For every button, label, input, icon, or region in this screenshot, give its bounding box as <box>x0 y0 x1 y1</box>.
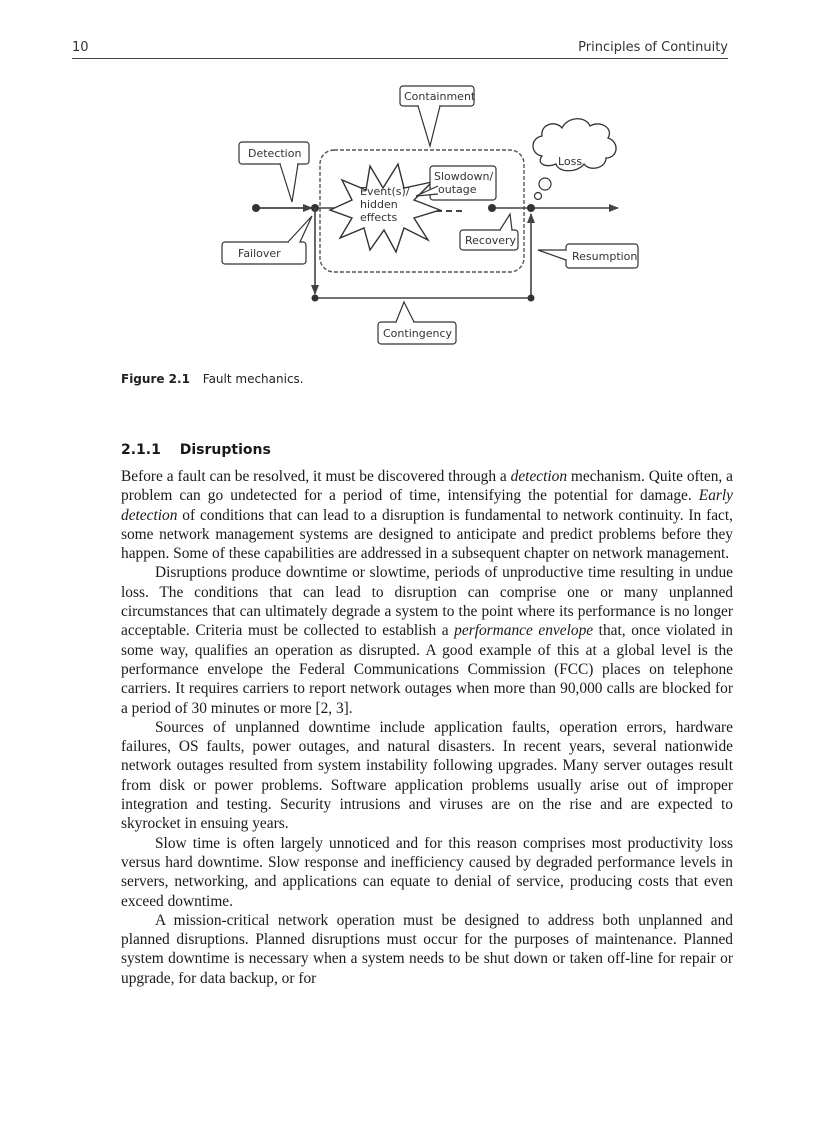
failover-callout-pointer <box>288 216 312 242</box>
contingency-right-node <box>528 295 535 302</box>
fault-mechanics-figure <box>200 84 650 354</box>
event-label-line3: effects <box>360 211 398 224</box>
page-number: 10 <box>72 40 89 55</box>
body-paragraph <box>121 718 733 834</box>
text-run: of conditions that can lead to a disruption is fundamental to network continuity. In fact, some network management systems are designed to anticipate and predict problems before they happen. Some of these capabilities are addressed in a subsequent chapter on network management. <box>121 506 733 563</box>
resumption-node <box>527 204 535 212</box>
resumption-callout-pointer <box>538 250 566 260</box>
figure-caption-text: Fault mechanics. <box>202 372 304 386</box>
running-head <box>72 40 728 59</box>
resumption-label: Resumption <box>572 250 638 263</box>
section-title: Disruptions <box>179 442 271 458</box>
body-paragraph <box>121 834 733 911</box>
body-text <box>121 467 733 988</box>
loss-label: Loss <box>558 155 583 168</box>
loss-cloud-bubble-large <box>539 178 551 190</box>
event-label-line2: hidden <box>360 198 398 211</box>
detection-callout-pointer <box>280 164 298 202</box>
section-number: 2.1.1 <box>121 442 161 458</box>
running-title: Principles of Continuity <box>578 40 728 55</box>
contingency-callout-pointer <box>396 302 414 322</box>
text-run: mechanism. Quite often, a problem can go undetected for a period of time, intensifying the potential for damage. <box>121 468 733 505</box>
recovery-node <box>488 204 496 212</box>
figure-caption-label: Figure 2.1 <box>121 372 190 386</box>
loss-cloud-bubble-small <box>535 193 542 200</box>
contingency-left-node <box>312 295 319 302</box>
text-run: Before a fault can be resolved, it must be discovered through a <box>121 468 511 485</box>
body-paragraph <box>121 467 733 563</box>
text-run: Slow time is often largely unnoticed and for this reason comprises most productivity loss versus hard downtime. Slow response and inefficiency caused by degraded performance levels in servers, networking, and applications can equate to denial of service, producing costs that even exceed downtime. <box>121 834 733 910</box>
emphasized-term: Early detection <box>121 487 733 524</box>
text-run: A mission-critical network operation must be designed to address both unplanned and planned disruptions. Planned disruptions must occur for the purposes of maintenance. Planned system downtime is necessary when a system needs to be shut down or taken off-line for repair or upgrade, for data backup, or for <box>121 911 733 987</box>
section-heading <box>121 442 271 458</box>
emphasized-term: performance envelope <box>454 622 594 640</box>
timeline-start-node <box>252 204 260 212</box>
body-paragraph <box>121 563 733 717</box>
emphasized-term: detection <box>510 468 568 485</box>
figure-caption <box>121 372 304 386</box>
slowdown-label-line1: Slowdown/ <box>434 170 494 183</box>
recovery-label: Recovery <box>465 234 517 247</box>
containment-label: Containment <box>404 90 476 103</box>
text-run: that, once violated in some way, qualifies an operation as disrupted. A good example of this at a global level is the performance envelope the Federal Communications Commission (FCC) places on telephone carriers. It requires carriers to report network outages when more than 90,000 calls are blocked for a period of 30 minutes or more [2, 3]. <box>121 622 733 717</box>
contingency-label: Contingency <box>383 327 453 340</box>
body-paragraph <box>121 911 733 988</box>
text-run: Disruptions produce downtime or slowtime, periods of unproductive time resulting in undue loss. The conditions that can lead to disruption can comprise one or many unplanned circumstances that can ultimately degrade a system to the point where its performance is no longer acceptable. Criteria must be collected to establish a <box>121 564 733 640</box>
detection-label: Detection <box>248 147 302 160</box>
containment-callout-pointer <box>418 106 440 146</box>
event-label-line1: Event(s)/ <box>360 185 410 198</box>
text-run: Sources of unplanned downtime include application faults, operation errors, hardware failures, OS faults, power outages, and natural disasters. In recent years, several nationwide network outages resulted from system instability following upgrades. Many server outages result from disk or power problems. Software application problems usually arise out of improper integration and testing. Security intrusions and viruses are on the rise and are expected to skyrocket in ensuing years. <box>121 718 733 833</box>
recovery-callout-pointer <box>500 214 512 230</box>
slowdown-label-line2: outage <box>438 183 477 196</box>
failover-label: Failover <box>238 247 281 260</box>
fault-mechanics-diagram <box>200 84 650 354</box>
